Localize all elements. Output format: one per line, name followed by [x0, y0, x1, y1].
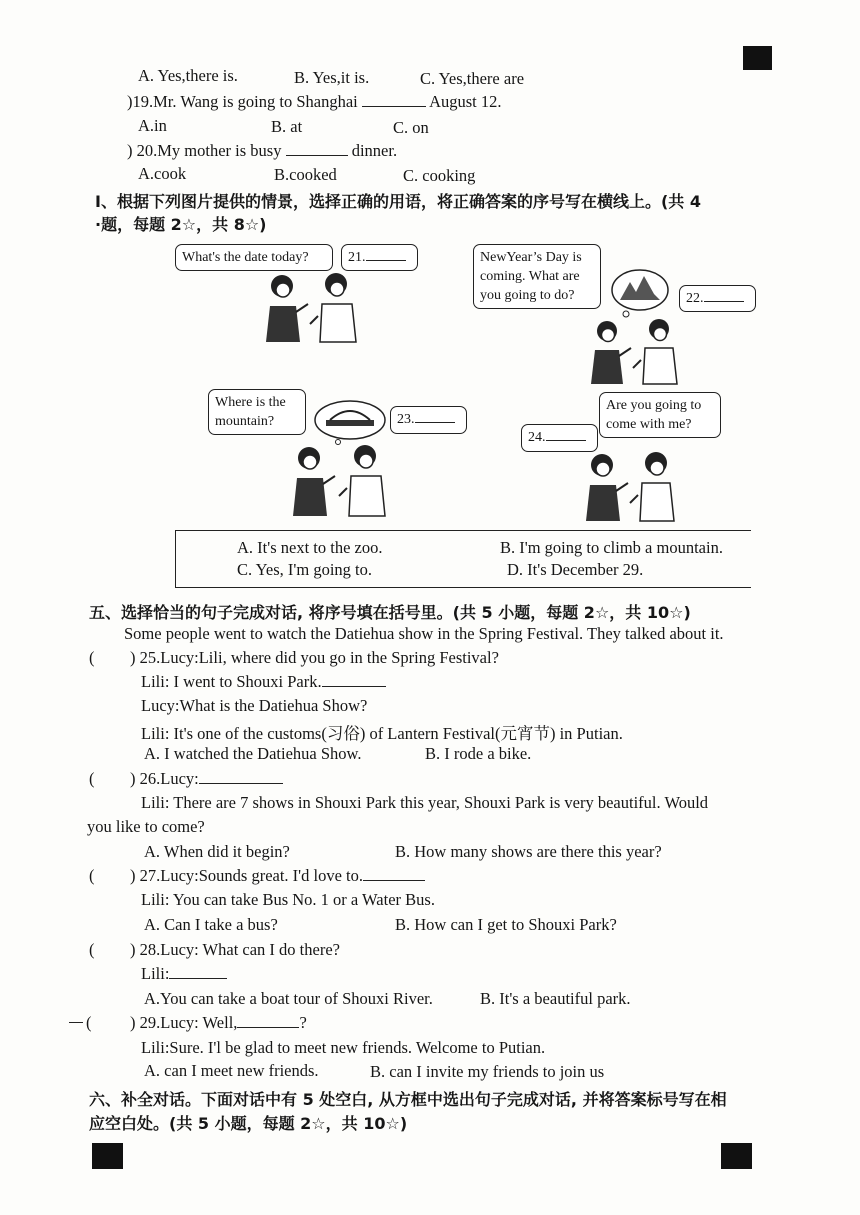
bridge-thought-bubble-icon — [312, 398, 388, 446]
q29-line1: Lili:Sure. I'l be glad to meet new friends. Welcome to Putian. — [141, 1038, 546, 1057]
q27-line1: Lili: You can take Bus No. 1 or a Water Bus. — [141, 890, 435, 909]
q29-margin-mark — [69, 1022, 83, 1023]
answer-22-label: 22. — [686, 291, 704, 306]
children-talking-illustration-22 — [585, 318, 685, 386]
q19-option-c: C. on — [393, 118, 429, 137]
q25-line1 — [141, 672, 386, 692]
q19-question — [127, 92, 502, 112]
q26-text: ) 26.Lucy: — [130, 769, 199, 788]
children-talking-illustration-21 — [258, 272, 368, 344]
q26-option-b: B. How many shows are there this year? — [395, 842, 662, 861]
children-talking-illustration-24 — [578, 451, 683, 523]
section4-heading-line1: Ι、根据下列图片提供的情景，选择正确的用语，将正确答案的序号写在横线上。(共 4 — [95, 192, 701, 211]
q25-line2: Lucy:What is the Datiehua Show? — [141, 696, 368, 715]
q19-option-b: B. at — [271, 117, 303, 136]
q26-option-a: A. When did it begin? — [144, 842, 290, 861]
q28-option-b: B. It's a beautiful park. — [480, 989, 631, 1008]
corner-mark-bottom-left — [92, 1143, 123, 1169]
q25-paren[interactable]: ( — [89, 648, 95, 667]
speech-bubble-23-question: Where is the mountain? — [208, 389, 306, 435]
answer-24-label: 24. — [528, 430, 546, 445]
q25-line1-text: Lili: I went to Shouxi Park. — [141, 672, 322, 691]
q25-question: ) 25.Lucy:Lili, where did you go in the Spring Festival? — [130, 648, 499, 667]
q25-option-b: B. I rode a bike. — [425, 744, 532, 763]
q20-text: ) 20.My mother is busy — [127, 141, 282, 160]
q19-option-a: A.in — [138, 116, 167, 135]
section5-intro: Some people went to watch the Datiehua show in the Spring Festival. They talked about it. — [124, 624, 724, 643]
box-option-b: B. I'm going to climb a mountain. — [500, 538, 723, 557]
box-option-c: C. Yes, I'm going to. — [237, 560, 372, 579]
q20-text-end: dinner. — [351, 141, 398, 160]
q29-text: ) 29.Lucy: Well, — [130, 1013, 238, 1032]
q26-blank[interactable] — [199, 783, 283, 784]
q27-option-b: B. How can I get to Shouxi Park? — [395, 915, 617, 934]
q20-option-a: A.cook — [138, 164, 187, 183]
q26-paren[interactable]: ( — [89, 769, 95, 788]
q25-blank[interactable] — [322, 686, 386, 687]
answer-23-blank[interactable] — [415, 422, 455, 423]
speech-bubble-22-question: NewYear’s Day is coming. What are you going to do? — [473, 244, 601, 309]
q28-line1 — [141, 964, 227, 984]
q20-option-b: B.cooked — [274, 165, 337, 184]
q27-blank[interactable] — [363, 880, 425, 881]
q20-blank[interactable] — [286, 155, 348, 156]
speech-bubble-23-answer — [390, 406, 467, 434]
q19-text: )19.Mr. Wang is going to Shanghai — [127, 92, 358, 111]
q29-text-end: ? — [299, 1013, 307, 1032]
q28-blank[interactable] — [169, 978, 227, 979]
answer-23-label: 23. — [397, 412, 415, 427]
mountain-thought-bubble-icon — [608, 268, 672, 320]
speech-bubble-24-answer — [521, 424, 598, 452]
box-option-d: D. It's December 29. — [507, 560, 644, 579]
section4-heading-line2: ·题，每题 2☆，共 8☆) — [95, 215, 267, 234]
answer-24-blank[interactable] — [546, 440, 586, 441]
q29-blank[interactable] — [237, 1027, 299, 1028]
q29-option-a: A. can I meet new friends. — [144, 1061, 319, 1080]
q18-option-a: A. Yes,there is. — [138, 66, 238, 85]
q19-text-end: August 12. — [429, 92, 502, 111]
q28-option-a: A.You can take a boat tour of Shouxi River. — [144, 989, 433, 1008]
q26-line2: you like to come? — [87, 817, 205, 836]
speech-bubble-22-answer — [679, 285, 756, 312]
answer-21-blank[interactable] — [366, 260, 406, 261]
q20-option-c: C. cooking — [403, 166, 476, 185]
q25-option-a: A. I watched the Datiehua Show. — [144, 744, 362, 763]
speech-bubble-21-question: What's the date today? — [175, 244, 333, 271]
q19-blank[interactable] — [362, 106, 426, 107]
q28-paren[interactable]: ( — [89, 940, 95, 959]
section5-heading: 五、选择恰当的句子完成对话, 将序号填在括号里。(共 5 小题，每题 2☆，共 10☆) — [89, 603, 691, 622]
q27-text: ) 27.Lucy:Sounds great. I'd love to. — [130, 866, 364, 885]
q26-line1: Lili: There are 7 shows in Shouxi Park this year, Shouxi Park is very beautiful. Would — [141, 793, 709, 812]
section6-heading-line2: 应空白处。(共 5 小题，每题 2☆，共 10☆) — [89, 1114, 408, 1133]
children-talking-illustration-23 — [285, 444, 395, 518]
q28-line1-text: Lili: — [141, 964, 170, 983]
speech-bubble-21-answer — [341, 244, 418, 271]
corner-mark-top-right — [743, 46, 772, 70]
q29-paren[interactable]: ( — [86, 1013, 92, 1032]
q18-option-c: C. Yes,there are — [420, 69, 525, 88]
q29-question — [130, 1013, 307, 1033]
q29-option-b: B. can I invite my friends to join us — [370, 1062, 605, 1081]
q18-option-b: B. Yes,it is. — [294, 68, 370, 87]
answer-21-label: 21. — [348, 250, 366, 265]
q27-question — [130, 866, 425, 886]
speech-bubble-24-question: Are you going to come with me? — [599, 392, 721, 438]
q25-line3: Lili: It's one of the customs(习俗) of Lantern Festival(元宵节) in Putian. — [141, 724, 623, 743]
section6-heading-line1: 六、补全对话。下面对话中有 5 处空白, 从方框中选出句子完成对话, 并将答案标号写在相 — [89, 1090, 727, 1109]
q26-question — [130, 769, 283, 789]
answer-22-blank[interactable] — [704, 301, 744, 302]
q28-question: ) 28.Lucy: What can I do there? — [130, 940, 340, 959]
box-option-a: A. It's next to the zoo. — [237, 538, 383, 557]
q20-question — [127, 141, 397, 161]
q27-option-a: A. Can I take a bus? — [144, 915, 278, 934]
corner-mark-bottom-right — [721, 1143, 752, 1169]
q27-paren[interactable]: ( — [89, 866, 95, 885]
